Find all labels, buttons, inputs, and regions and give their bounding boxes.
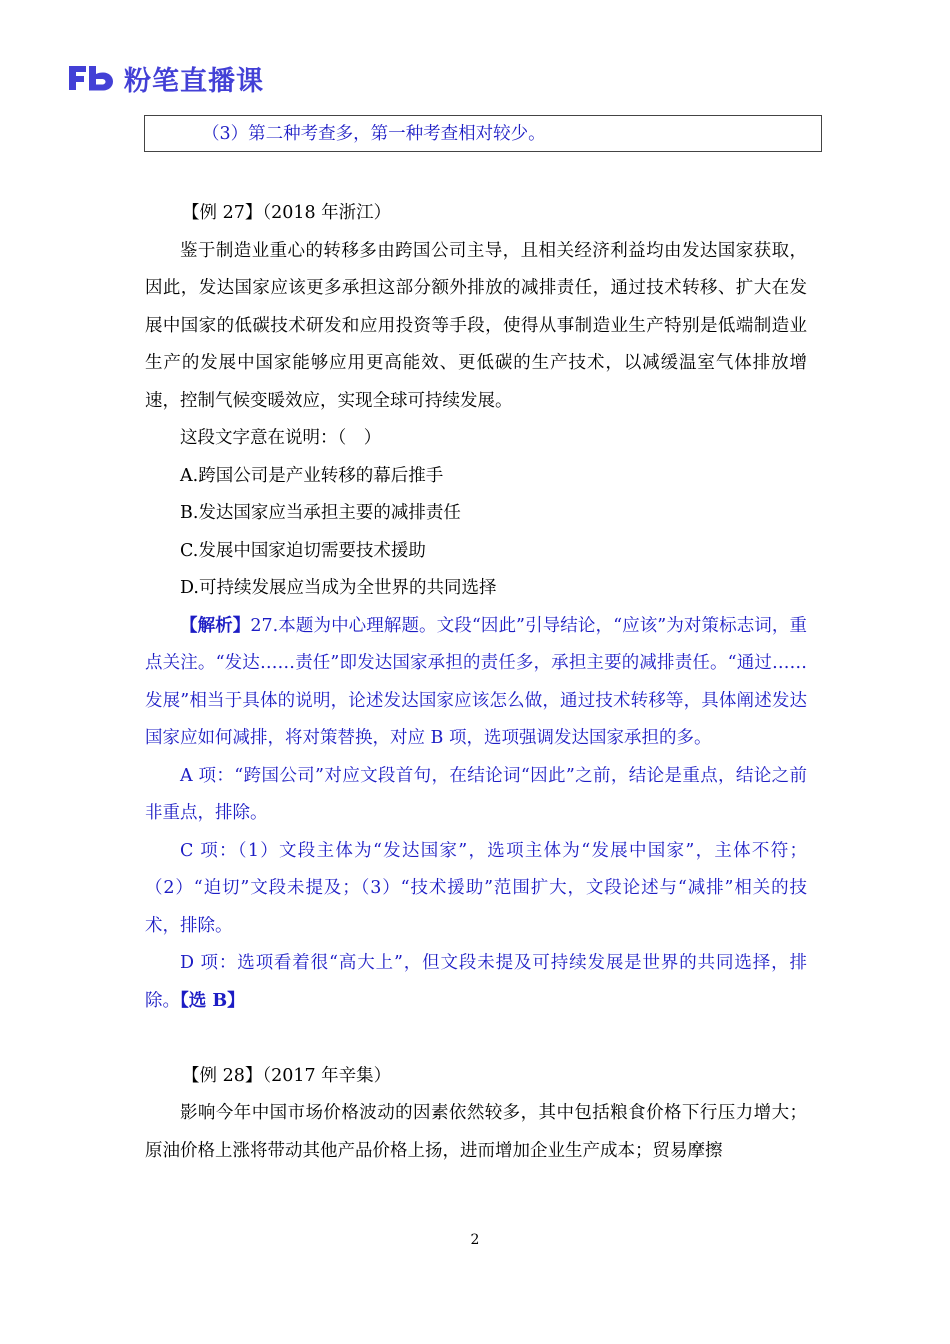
brand-name: 粉笔直播课 <box>124 65 264 97</box>
fb-logo-icon <box>66 63 116 93</box>
analysis-tag: 【解析】 <box>180 615 251 636</box>
example-28-title: 【例 28】（2017 年辛集） <box>182 1065 392 1086</box>
option-a: A.跨国公司是产业转移的幕后推手 <box>180 465 444 486</box>
analysis-option-d-text: D 项：选项看着很“高大上”，但文段未提及可持续发展是世界的共同选择，排除。 <box>145 953 807 1011</box>
example-27-question: 这段文字意在说明：（ ） <box>180 428 382 448</box>
option-b: B.发达国家应当承担主要的减排责任 <box>180 503 461 523</box>
analysis-option-a: A 项：“跨国公司”对应文段首句，在结论词“因此”之前，结论是重点，结论之前非重点，排除。 <box>145 765 807 823</box>
analysis-text: 27.本题为中心理解题。文段“因此”引导结论，“应该”为对策标志词，重点关注。“发达……责任”即发达国家承担的责任多，承担主要的减排责任。“通过……发展”相当于具体的说明，论述发达国家应该怎么做，通过技术转移等，具体阐述发达国家应如何减排，将对策替换，对应 B 项，选项强调发达国家承担的多。 <box>145 615 807 748</box>
option-c: C.发展中国家迫切需要技术援助 <box>180 540 426 561</box>
analysis-option-c: C 项：（1）文段主体为“发达国家”，选项主体为“发展中国家”，主体不符；（2）“迫切”文段未提及；（3）“技术援助”范围扩大，文段论述与“减排”相关的技术，排除。 <box>145 840 807 936</box>
example-27-passage: 鉴于制造业重心的转移多由跨国公司主导，且相关经济利益均由发达国家获取，因此，发达国家应该更多承担这部分额外排放的减排责任，通过技术转移、扩大在发展中国家的低碳技术研发和应用投资等手段，使得从事制造业生产特别是低端制造业生产的发展中国家能够应用更高能效、更低碳的生产技术，以减缓温室气体排放增速，控制气候变暖效应，实现全球可持续发展。 <box>145 240 807 411</box>
example-28-passage: 影响今年中国市场价格波动的因素依然较多，其中包括粮食价格下行压力增大；原油价格上涨将带动其他产品价格上扬，进而增加企业生产成本；贸易摩擦 <box>145 1103 807 1161</box>
answer-tag: 【选 B】 <box>180 990 245 1011</box>
summary-note-box: （3）第二种考查多，第一种考查相对较少。 <box>144 115 822 152</box>
option-d: D.可持续发展应当成为全世界的共同选择 <box>180 578 497 598</box>
analysis-option-d <box>145 945 807 1020</box>
section-gap <box>145 1020 807 1058</box>
document-body <box>145 195 807 1170</box>
brand-logo <box>66 62 264 97</box>
analysis-main <box>145 608 807 758</box>
page-number: 2 <box>470 1232 480 1248</box>
example-27-title: 【例 27】（2018 年浙江） <box>182 203 392 223</box>
